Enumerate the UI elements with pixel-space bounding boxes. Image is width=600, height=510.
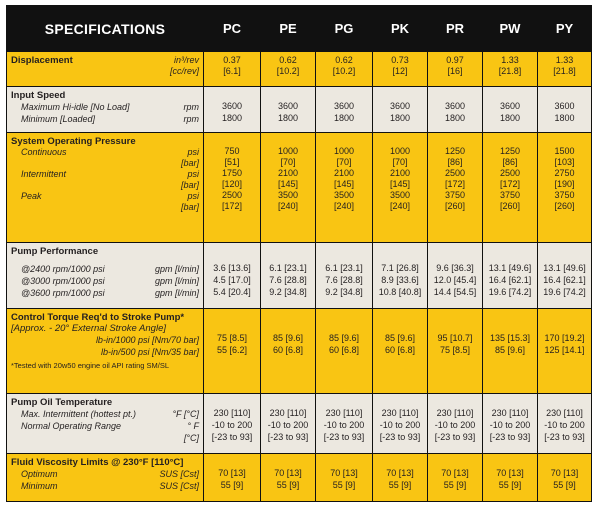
unit-label: in³/rev [173,55,199,65]
value: 70 [13] [550,467,579,478]
system-pressure-label-cell [7,132,204,242]
value-cell [373,308,428,393]
unit-label: rpm [183,113,199,124]
value: 55 [9] [553,479,576,490]
value-cell [261,52,316,87]
value-cell [373,52,428,87]
value-cell [483,86,538,132]
value: 1.33 [555,55,574,65]
value: 1800 [554,112,575,123]
value: 2100 [277,167,299,178]
value: 2750 [554,167,575,178]
value: 3500 [277,189,299,200]
value: 70 [13] [330,467,358,478]
value-cell [538,453,592,501]
row-label: Minimum [Loaded] [21,113,96,124]
value-cell [204,52,261,87]
value: 2100 [333,167,355,178]
section-input-speed [7,86,592,132]
unit-label: psi [187,168,199,179]
value: [120] [221,178,243,189]
value: 1250 [444,145,466,156]
value: -10 to 200 [489,419,531,430]
section-title: System Operating Pressure [11,135,136,147]
value: 12.0 [45.4] [433,275,477,286]
value: 1000 [333,145,355,156]
value: [70] [280,156,296,167]
section-fluid-viscosity [7,453,592,501]
row-label: @2400 rpm/1000 psi [21,264,105,275]
value-cell [428,243,483,308]
value: 6.1 [23.1] [325,263,363,274]
value: 60 [6.8] [384,344,416,355]
value: 1000 [389,145,411,156]
input-speed-label-cell [7,86,204,132]
row-label: Minimum [21,480,58,491]
value: 9.2 [34.8] [325,287,363,298]
unit-label: [bar] [180,201,199,212]
value-cell [373,132,428,242]
row-label: Intermittent [21,168,67,179]
value: -10 to 200 [379,419,421,430]
value: 85 [9.6] [272,332,304,343]
displacement-label-cell [7,52,204,87]
value: [-23 to 93] [434,431,476,442]
value: -10 to 200 [267,419,309,430]
value: 2500 [499,167,521,178]
section-title: Displacement [11,55,73,66]
value: [-23 to 93] [489,431,531,442]
value: [-23 to 93] [379,431,421,442]
section-control-torque [7,308,592,393]
row-label: @3000 rpm/1000 psi [21,276,105,287]
value-cell [373,393,428,453]
value-cell [261,393,316,453]
value: [-23 to 93] [267,431,309,442]
value: 2500 [221,189,243,200]
value: 3600 [277,100,299,111]
value: 70 [13] [218,467,246,478]
value: [86] [447,156,463,167]
model-header-py: PY [538,6,592,52]
unit-label: SUS [Cst] [159,468,199,479]
section-title: Control Torque Req'd to Stroke Pump* [11,311,185,323]
value-cell [483,132,538,242]
value: -10 to 200 [434,419,476,430]
value-cell [538,52,592,87]
value: 230 [110] [213,407,251,418]
value: 3750 [499,189,521,200]
value: [10.2] [332,66,356,76]
row-label: Maximum Hi-idle [No Load] [21,101,130,112]
value: [21.8] [498,66,522,76]
value: 3600 [221,100,243,111]
value: 9.6 [36.3] [436,263,474,274]
value: 230 [110] [491,407,529,418]
value: [21.8] [553,66,576,76]
value: [145] [389,178,411,189]
unit-label: psi [187,146,199,157]
table-title: SPECIFICATIONS [7,6,204,52]
value: 1250 [499,145,521,156]
value: 85 [9.6] [384,332,416,343]
value: -10 to 200 [323,419,365,430]
value: 1800 [333,112,355,123]
unit-label: [bar] [180,157,199,168]
unit-label: gpm [l/min] [154,288,199,299]
specifications-table [6,5,592,502]
value-cell [538,243,592,308]
value: 0.62 [335,55,353,65]
value: 7.6 [28.8] [325,275,363,286]
value: 70 [13] [441,467,469,478]
row-label: Continuous [21,146,67,157]
value-cell [483,308,538,393]
value: 230 [110] [381,407,419,418]
fluid-viscosity-label-cell [7,453,204,501]
value: 75 [8.5] [439,344,471,355]
unit-label: lb-in/1000 psi [Nm/70 bar] [95,334,199,345]
value-cell [261,132,316,242]
value-cell [204,132,261,242]
value: 3.6 [13.6] [213,263,251,274]
row-label: Normal Operating Range [21,420,122,431]
value: 1800 [499,112,521,123]
value-cell [538,132,592,242]
value: 1800 [444,112,466,123]
value: 16.4 [62.1] [543,275,586,286]
value-cell [428,86,483,132]
value-cell [316,52,373,87]
section-displacement [7,52,592,87]
model-header-pe: PE [261,6,316,52]
unit-label: lb-in/500 psi [Nm/35 bar] [100,346,199,357]
value-cell [261,86,316,132]
value: [86] [502,156,518,167]
section-system-pressure [7,132,592,242]
value: 13.1 [49.6] [543,263,586,274]
value: 4.5 [17.0] [213,275,251,286]
section-title: Fluid Viscosity Limits @ 230°F [110°C] [11,456,184,468]
value: 0.62 [279,55,297,65]
value: 125 [14.1] [544,344,585,355]
unit-label: gpm [l/min] [154,264,199,275]
value: 5.4 [20.4] [213,287,251,298]
value-cell [261,453,316,501]
value: 19.6 [74.2] [488,287,532,298]
value: 3600 [389,100,411,111]
value: [6.1] [223,66,241,76]
section-title: Input Speed [11,89,66,101]
value-cell [483,243,538,308]
value: 85 [9.6] [494,344,526,355]
section-title: Pump Oil Temperature [11,396,113,408]
value: 3600 [444,100,466,111]
oil-temperature-label-cell [7,393,204,453]
row-label: Optimum [21,468,58,479]
value: 2500 [444,167,466,178]
value: 230 [110] [269,407,307,418]
section-title: Pump Performance [11,246,99,258]
value-cell [261,308,316,393]
model-header-pw: PW [483,6,538,52]
value: 1800 [221,112,243,123]
control-torque-label-cell [7,308,204,393]
value: 9.2 [34.8] [269,287,307,298]
row-label: Peak [21,190,42,201]
value: 1800 [277,112,299,123]
value: 16.4 [62.1] [488,275,532,286]
value: [103] [554,156,575,167]
value: [51] [224,156,240,167]
value-cell [373,86,428,132]
row-label: Max. Intermittent (hottest pt.) [21,408,137,419]
value: 750 [224,145,240,156]
unit-label: gpm [l/min] [154,276,199,287]
value: 3500 [333,189,355,200]
value: 230 [110] [325,407,363,418]
value: 13.1 [49.6] [488,263,532,274]
unit-label: SUS [Cst] [159,480,199,491]
value: 55 [9] [498,479,522,490]
value: 6.1 [23.1] [269,263,307,274]
value: [172] [221,200,243,211]
value: [240] [333,200,355,211]
value: [240] [389,200,411,211]
row-label: @3600 rpm/1000 psi [21,288,105,299]
value: 55 [9] [276,479,300,490]
value-cell [538,86,592,132]
value: 55 [6.2] [216,344,248,355]
value-cell [428,308,483,393]
value-cell [373,453,428,501]
value-cell [316,453,373,501]
value: [260] [499,200,521,211]
value-cell [204,393,261,453]
value-cell [483,453,538,501]
section-pump-performance [7,243,592,308]
value: 1750 [221,167,243,178]
value: [70] [392,156,408,167]
value: 60 [6.8] [272,344,304,355]
value-cell [316,243,373,308]
model-header-pg: PG [316,6,373,52]
value: [10.2] [276,66,300,76]
value: 0.37 [223,55,241,65]
value: [16] [447,66,463,76]
value: 19.6 [74.2] [543,287,586,298]
value: 10.8 [40.8] [378,287,422,298]
value-cell [483,393,538,453]
unit-label: psi [187,190,199,201]
value: 85 [9.6] [328,332,360,343]
unit-label: rpm [183,101,199,112]
value: 3600 [554,100,575,111]
value-cell [373,243,428,308]
value-cell [316,308,373,393]
value: 55 [9] [443,479,467,490]
value: 0.73 [391,55,409,65]
value: 0.97 [446,55,464,65]
value: [260] [444,200,466,211]
value: [-23 to 93] [211,431,253,442]
value: 7.1 [26.8] [381,263,419,274]
value: 55 [9] [332,479,356,490]
model-header-pk: PK [373,6,428,52]
value-cell [316,86,373,132]
section-subtitle: [Approx. - 20° External Stroke Angle] [11,322,166,334]
value: -10 to 200 [544,419,585,430]
value-cell [316,132,373,242]
value: 1000 [277,145,299,156]
value: -10 to 200 [211,419,253,430]
value-cell [428,393,483,453]
value: 2100 [389,167,411,178]
value: 1500 [554,145,575,156]
value-cell [428,132,483,242]
value: [145] [333,178,355,189]
value: [12] [392,66,408,76]
value: [70] [336,156,352,167]
value: 8.9 [33.6] [381,275,419,286]
value: [172] [499,178,521,189]
value: [172] [444,178,466,189]
unit-label: [bar] [180,179,199,190]
test-footnote: *Tested with 20w50 engine oil API rating SM/SL [11,360,170,370]
value: 70 [13] [386,467,414,478]
unit-label: °F [°C] [172,408,199,419]
value-cell [204,86,261,132]
pump-performance-label-cell [7,243,204,308]
unit-label: [cc/rev] [169,66,199,76]
model-header-pr: PR [428,6,483,52]
value-cell [483,52,538,87]
value-cell [261,243,316,308]
value: 55 [9] [220,479,244,490]
value: 75 [8.5] [216,332,248,343]
value-cell [538,308,592,393]
value: [260] [554,200,575,211]
value: 14.4 [54.5] [433,287,477,298]
value: [240] [277,200,299,211]
section-oil-temperature [7,393,592,453]
value: 1.33 [501,55,519,65]
value: 230 [110] [546,407,583,418]
value: [190] [554,178,575,189]
value: 3750 [444,189,466,200]
value: 7.6 [28.8] [269,275,307,286]
value: 55 [9] [388,479,412,490]
value-cell [538,393,592,453]
value-cell [316,393,373,453]
value-cell [428,453,483,501]
value: [-23 to 93] [323,431,365,442]
value-cell [204,453,261,501]
value: 95 [10.7] [437,332,473,343]
value: 60 [6.8] [328,344,360,355]
model-header-pc: PC [204,6,261,52]
value-cell [204,308,261,393]
value: 3750 [554,189,575,200]
value: [145] [277,178,299,189]
header-row [7,6,592,52]
value: 70 [13] [274,467,302,478]
value: [-23 to 93] [544,431,585,442]
value: 230 [110] [436,407,474,418]
value: 170 [19.2] [544,332,585,343]
value: 3600 [499,100,521,111]
value-cell [428,52,483,87]
value: 3500 [389,189,411,200]
value: 3600 [333,100,355,111]
value: 1800 [389,112,411,123]
value-cell [204,243,261,308]
value: 135 [15.3] [489,332,531,343]
unit-label: [°C] [183,432,199,443]
unit-label: ° F [187,420,199,431]
value: 70 [13] [496,467,524,478]
